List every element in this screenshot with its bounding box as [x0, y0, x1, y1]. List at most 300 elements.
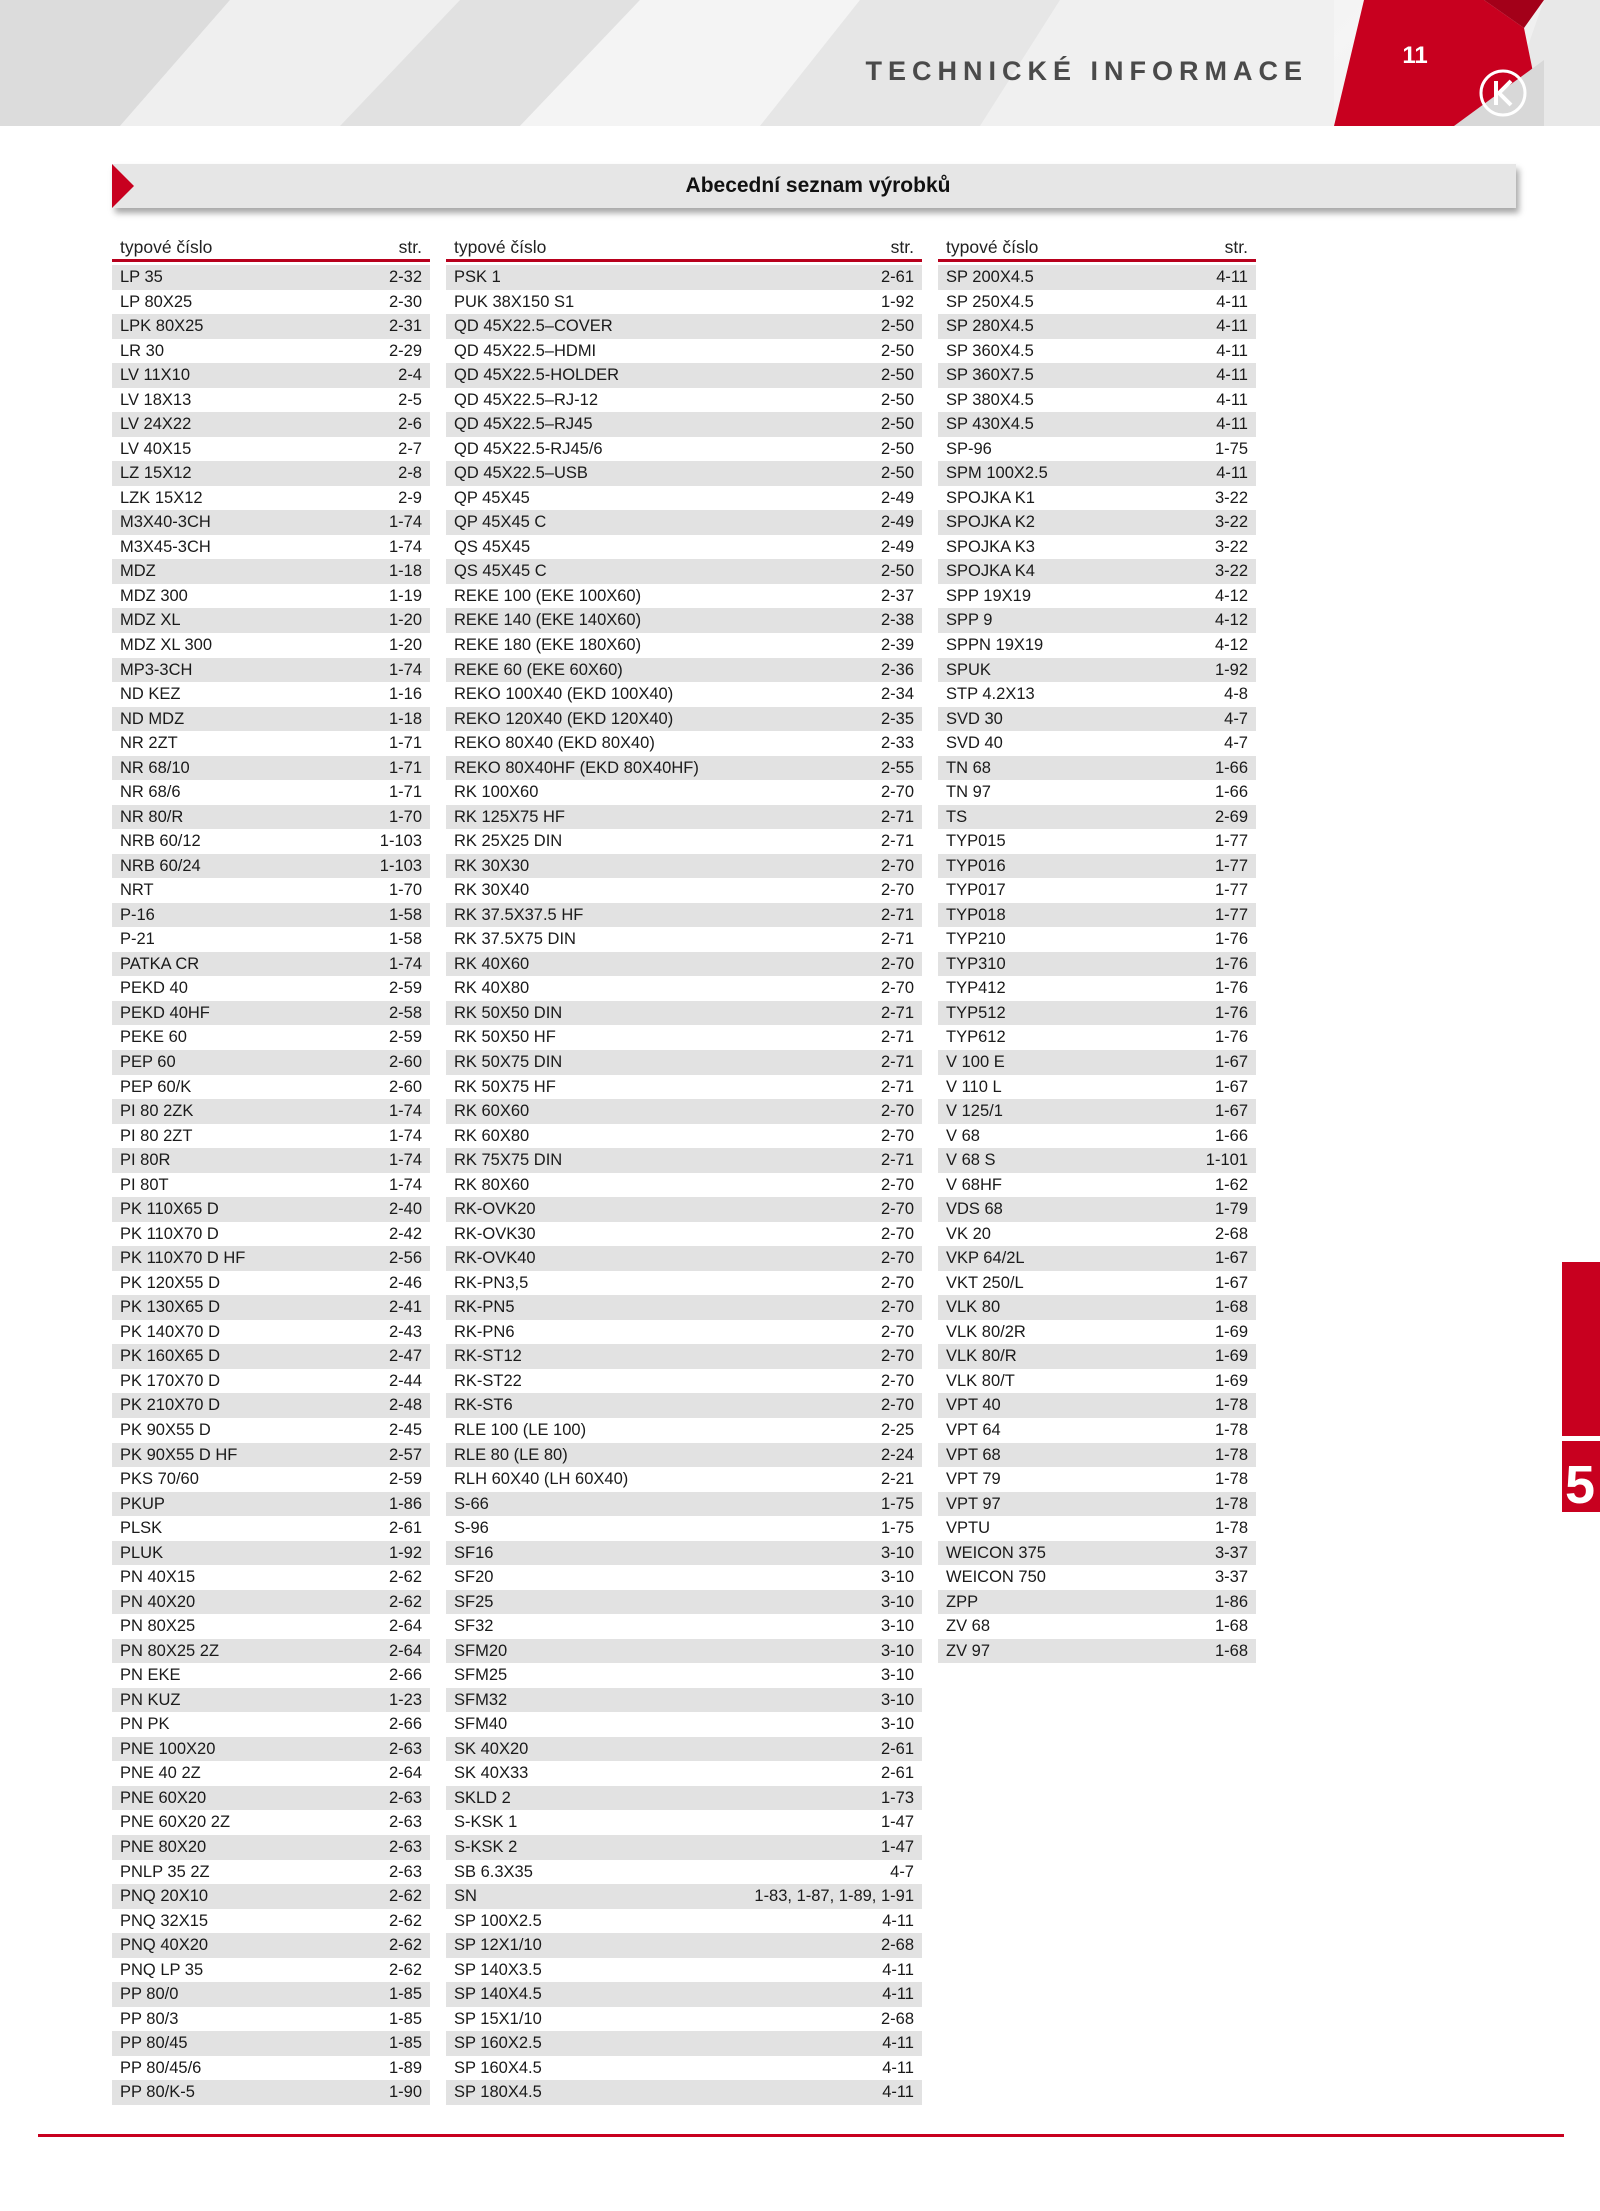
table-row — [446, 1541, 922, 1566]
product-type-number: LR 30 — [120, 341, 165, 360]
page-reference: 3-22 — [1214, 488, 1248, 507]
table-row — [938, 1344, 1256, 1369]
table-row — [112, 1467, 430, 1492]
table-row — [446, 1688, 922, 1713]
page-reference: 2-62 — [388, 1592, 422, 1611]
table-row — [112, 1884, 430, 1909]
table-row — [938, 388, 1256, 413]
product-type-number: WEICON 375 — [946, 1543, 1046, 1562]
product-type-number: TYP018 — [946, 905, 1006, 924]
product-type-number: PK 170X70 D — [120, 1371, 220, 1390]
table-row — [938, 707, 1256, 732]
page-reference: 2-42 — [388, 1224, 422, 1243]
product-type-number: PI 80 2ZK — [120, 1102, 194, 1121]
table-row — [112, 829, 430, 854]
page-reference: 2-70 — [880, 1249, 914, 1268]
page-reference: 4-8 — [1224, 685, 1248, 704]
table-row — [112, 1173, 430, 1198]
product-type-number: PN KUZ — [120, 1690, 181, 1709]
table-row — [446, 461, 922, 486]
product-type-number: REKE 140 (EKE 140X60) — [454, 611, 642, 630]
product-type-number: TYP210 — [946, 930, 1006, 949]
table-row — [446, 903, 922, 928]
product-type-number: RK 50X50 DIN — [454, 1003, 563, 1022]
page-reference: 2-50 — [880, 464, 914, 483]
table-row — [112, 1982, 430, 2007]
product-type-number: ZV 97 — [946, 1641, 991, 1660]
product-type-number: PNE 60X20 2Z — [120, 1813, 231, 1832]
page-reference: 2-71 — [880, 1077, 914, 1096]
page-reference: 4-12 — [1214, 611, 1248, 630]
table-row — [446, 535, 922, 560]
page-reference: 2-45 — [388, 1420, 422, 1439]
product-type-number: SPM 100X2.5 — [946, 464, 1048, 483]
product-type-number: PP 80/45 — [120, 2034, 188, 2053]
page-reference: 2-70 — [880, 954, 914, 973]
product-type-number: PN 40X15 — [120, 1568, 196, 1587]
product-type-number: PKS 70/60 — [120, 1470, 199, 1489]
table-row — [446, 658, 922, 683]
product-type-number: S-KSK 2 — [454, 1838, 518, 1856]
table-row — [112, 461, 430, 486]
table-row — [938, 1075, 1256, 1100]
page-reference: 2-61 — [388, 1519, 422, 1538]
product-type-number: PNQ 32X15 — [120, 1911, 209, 1930]
product-type-number: SP 12X1/10 — [454, 1936, 542, 1955]
page-reference: 2-37 — [880, 586, 914, 605]
product-type-number: PEKD 40 — [120, 979, 188, 998]
product-type-number: SP 140X4.5 — [454, 1985, 542, 2004]
page-reference: 4-11 — [1216, 317, 1248, 336]
product-type-number: M3X45-3CH — [120, 537, 211, 556]
column-header-page: str. — [398, 237, 422, 257]
page-reference: 1-69 — [1214, 1371, 1248, 1390]
table-row — [938, 412, 1256, 437]
page-reference: 1-76 — [1214, 954, 1248, 973]
table-row — [112, 756, 430, 781]
column-header — [446, 232, 922, 262]
page-reference: 1-70 — [388, 807, 422, 826]
product-type-number: SPP 19X19 — [946, 586, 1032, 605]
table-row — [938, 535, 1256, 560]
page-reference: 1-74 — [388, 1102, 422, 1121]
page-reference: 1-103 — [379, 832, 422, 851]
product-type-number: RK-ST22 — [454, 1371, 522, 1390]
page-reference: 1-92 — [1214, 660, 1248, 679]
page-reference: 2-71 — [880, 930, 914, 949]
page-reference: 2-64 — [388, 1617, 422, 1636]
page-reference: 4-11 — [882, 2034, 914, 2053]
page-reference: 4-11 — [1216, 366, 1248, 385]
page-reference: 2-70 — [880, 856, 914, 875]
page-reference: 2-71 — [880, 807, 914, 826]
page-reference: 4-11 — [1216, 292, 1248, 311]
page-reference: 1-76 — [1214, 1028, 1248, 1047]
product-type-number: SP 160X4.5 — [454, 2058, 542, 2077]
product-type-number: P-21 — [120, 930, 155, 949]
page-reference: 2-61 — [880, 1739, 914, 1758]
page-reference: 4-7 — [1224, 709, 1248, 728]
page-reference: 4-11 — [882, 1960, 914, 1979]
product-type-number: VPTU — [946, 1519, 991, 1538]
page-reference: 4-11 — [1216, 464, 1248, 483]
product-type-number: LV 11X10 — [120, 366, 191, 385]
page-reference: 2-40 — [388, 1200, 422, 1219]
page-reference: 2-57 — [388, 1445, 422, 1464]
table-row — [938, 1320, 1256, 1345]
chapter-number: 5 — [1564, 1455, 1596, 1515]
page-reference: 1-103 — [379, 856, 422, 875]
product-type-number: LV 24X22 — [120, 415, 192, 434]
page-reference: 1-77 — [1214, 881, 1248, 900]
table-row — [446, 412, 922, 437]
table-row — [446, 1614, 922, 1639]
table-row — [112, 339, 430, 364]
table-row — [446, 1712, 922, 1737]
table-row — [112, 878, 430, 903]
product-type-number: SFM20 — [454, 1641, 508, 1660]
product-type-number: RK 50X75 HF — [454, 1077, 556, 1096]
product-type-number: SP 160X2.5 — [454, 2034, 542, 2053]
page-reference: 1-58 — [388, 930, 422, 949]
product-type-number: STP 4.2X13 — [946, 685, 1035, 704]
product-type-number: LPK 80X25 — [120, 317, 204, 336]
column-header-name: typové číslo — [120, 237, 213, 257]
page-header — [0, 0, 1600, 126]
table-row — [446, 805, 922, 830]
table-row — [938, 1492, 1256, 1517]
table-row — [446, 1565, 922, 1590]
table-row — [112, 854, 430, 879]
page-reference: 1-66 — [1214, 1126, 1248, 1145]
product-type-number: QP 45X45 — [454, 488, 530, 507]
page-reference: 1-67 — [1214, 1273, 1248, 1292]
page-reference: 2-70 — [880, 1200, 914, 1219]
page-reference: 1-74 — [388, 1151, 422, 1170]
table-row — [938, 829, 1256, 854]
product-type-number: VKP 64/2L — [946, 1249, 1025, 1268]
page-reference: 3-10 — [880, 1715, 914, 1734]
page-reference: 2-39 — [880, 635, 914, 654]
table-row — [112, 1958, 430, 1983]
page-reference: 1-66 — [1214, 783, 1248, 802]
header-title: TECHNICKÉ INFORMACE — [865, 56, 1308, 86]
page-reference: 2-38 — [880, 611, 914, 630]
product-type-number: QD 45X22.5-RJ45/6 — [454, 439, 603, 458]
product-type-number: SFM25 — [454, 1666, 508, 1685]
page-reference: 4-12 — [1214, 635, 1248, 654]
table-row — [446, 1982, 922, 2007]
page-reference: 2-25 — [880, 1420, 914, 1439]
page-reference: 1-78 — [1214, 1445, 1248, 1464]
page-reference: 1-92 — [388, 1543, 422, 1562]
table-row — [938, 510, 1256, 535]
product-type-number: RK 125X75 HF — [454, 807, 565, 826]
table-row — [446, 2007, 922, 2032]
page-reference: 1-71 — [388, 758, 422, 777]
product-type-number: NR 80/R — [120, 807, 184, 826]
page-reference: 2-50 — [880, 341, 914, 360]
product-type-number: REKO 120X40 (EKD 120X40) — [454, 709, 674, 728]
table-row — [938, 1590, 1256, 1615]
page-reference: 1-85 — [388, 1985, 422, 2004]
table-row — [112, 412, 430, 437]
table-row — [938, 780, 1256, 805]
page-reference: 2-62 — [388, 1568, 422, 1587]
chapter-side-tab-divider — [1562, 1436, 1600, 1441]
page-reference: 2-6 — [398, 415, 422, 434]
table-row — [938, 486, 1256, 511]
table-row — [112, 1025, 430, 1050]
product-type-number: SB 6.3X35 — [454, 1862, 533, 1881]
table-row — [938, 658, 1256, 683]
product-type-number: QD 45X22.5–RJ45 — [454, 415, 593, 434]
product-type-number: TYP310 — [946, 954, 1006, 973]
product-type-number: PEKD 40HF — [120, 1003, 210, 1022]
product-type-number: PP 80/3 — [120, 2009, 179, 2028]
index-rows — [112, 265, 430, 2105]
product-type-number: SP 360X4.5 — [946, 341, 1034, 360]
page-reference: 2-48 — [388, 1396, 422, 1415]
table-row — [938, 314, 1256, 339]
column-header-name: typové číslo — [454, 237, 547, 257]
table-row — [112, 952, 430, 977]
product-type-number: VLK 80/2R — [946, 1322, 1026, 1341]
product-type-number: SF32 — [454, 1617, 494, 1636]
table-row — [938, 1393, 1256, 1418]
page-reference: 2-71 — [880, 905, 914, 924]
product-type-number: PKUP — [120, 1494, 165, 1513]
product-type-number: QS 45X45 — [454, 537, 531, 556]
product-type-number: QD 45X22.5–USB — [454, 464, 588, 483]
table-row — [112, 1737, 430, 1762]
table-row — [938, 1541, 1256, 1566]
product-type-number: PK 110X70 D — [120, 1224, 219, 1243]
product-type-number: RK 50X50 HF — [454, 1028, 556, 1047]
table-row — [938, 1025, 1256, 1050]
table-row — [446, 878, 922, 903]
table-row — [938, 976, 1256, 1001]
table-row — [446, 265, 922, 290]
table-row — [446, 633, 922, 658]
index-rows — [446, 265, 922, 2105]
page-reference: 1-68 — [1214, 1617, 1248, 1636]
table-row — [112, 1124, 430, 1149]
page-reference: 1-76 — [1214, 979, 1248, 998]
product-type-number: RK-ST6 — [454, 1396, 513, 1415]
product-type-number: REKE 180 (EKE 180X60) — [454, 635, 642, 654]
table-row — [446, 927, 922, 952]
page-reference: 1-74 — [388, 1126, 422, 1145]
product-type-number: QD 45X22.5–RJ-12 — [454, 390, 598, 409]
table-row — [112, 1271, 430, 1296]
product-type-number: V 68 S — [946, 1151, 996, 1170]
product-type-number: SP-96 — [946, 439, 992, 458]
table-row — [112, 2080, 430, 2105]
product-type-number: VPT 79 — [946, 1470, 1001, 1489]
page-reference: 2-31 — [388, 317, 422, 336]
table-row — [112, 535, 430, 560]
page-reference: 1-78 — [1214, 1519, 1248, 1538]
table-row — [938, 339, 1256, 364]
table-row — [112, 363, 430, 388]
page-reference: 1-20 — [388, 635, 422, 654]
table-row — [112, 486, 430, 511]
table-row — [938, 1001, 1256, 1026]
product-type-number: PLSK — [120, 1519, 163, 1538]
table-row — [938, 1173, 1256, 1198]
product-type-number: QP 45X45 C — [454, 513, 547, 532]
product-type-number: REKO 80X40HF (EKD 80X40HF) — [454, 758, 699, 777]
product-type-number: RK-PN3,5 — [454, 1273, 529, 1292]
table-row — [112, 780, 430, 805]
product-type-number: REKE 60 (EKE 60X60) — [454, 660, 623, 679]
page-reference: 2-71 — [880, 832, 914, 851]
page-reference: 1-23 — [388, 1690, 422, 1709]
table-row — [112, 1320, 430, 1345]
table-row — [446, 1786, 922, 1811]
product-type-number: ZPP — [946, 1592, 979, 1611]
page-reference: 1-67 — [1214, 1077, 1248, 1096]
page-reference: 2-34 — [880, 685, 914, 704]
table-row — [446, 1492, 922, 1517]
product-type-number: LV 18X13 — [120, 390, 192, 409]
page-reference: 2-46 — [388, 1273, 422, 1292]
table-row — [938, 608, 1256, 633]
table-row — [938, 805, 1256, 830]
page-reference: 2-50 — [880, 390, 914, 409]
table-row — [112, 633, 430, 658]
product-type-number: LZ 15X12 — [120, 464, 192, 483]
page-reference: 2-58 — [388, 1003, 422, 1022]
page-reference: 1-75 — [1214, 439, 1248, 458]
product-type-number: V 68 — [946, 1126, 980, 1145]
table-row — [112, 903, 430, 928]
page-reference: 4-11 — [882, 2058, 914, 2077]
column-header-name: typové číslo — [946, 237, 1039, 257]
column-header-page: str. — [1224, 237, 1248, 257]
product-type-number: SPOJKA K4 — [946, 562, 1035, 581]
index-column-1 — [112, 232, 430, 2105]
product-type-number: ZV 68 — [946, 1617, 991, 1636]
product-type-number: V 100 E — [946, 1053, 1005, 1071]
page-reference: 2-55 — [880, 758, 914, 777]
product-type-number: V 110 L — [946, 1077, 1002, 1096]
product-type-number: SP 380X4.5 — [946, 390, 1034, 409]
table-row — [938, 584, 1256, 609]
table-row — [112, 1663, 430, 1688]
page-reference: 2-44 — [388, 1371, 422, 1390]
page-reference: 4-11 — [1216, 268, 1248, 286]
table-row — [446, 1639, 922, 1664]
page-reference: 1-18 — [388, 562, 422, 581]
table-row — [938, 1222, 1256, 1247]
product-type-number: V 68HF — [946, 1175, 1002, 1194]
product-type-number: PUK 38X150 S1 — [454, 292, 575, 311]
table-row — [112, 731, 430, 756]
table-row — [938, 1369, 1256, 1394]
column-header-page: str. — [890, 237, 914, 257]
page-reference: 2-70 — [880, 1371, 914, 1390]
product-type-number: QD 45X22.5–HDMI — [454, 341, 597, 360]
product-type-number: PN EKE — [120, 1666, 181, 1685]
page-reference: 2-70 — [880, 783, 914, 802]
company-logo-icon — [1478, 68, 1528, 118]
page-reference: 2-70 — [880, 1298, 914, 1317]
page-reference: 1-20 — [388, 611, 422, 630]
table-row — [446, 1590, 922, 1615]
table-row — [112, 2031, 430, 2056]
table-row — [446, 1222, 922, 1247]
page-reference: 1-77 — [1214, 832, 1248, 851]
product-type-number: RK 50X75 DIN — [454, 1053, 563, 1071]
table-row — [112, 805, 430, 830]
table-row — [446, 1197, 922, 1222]
page-reference: 1-74 — [388, 1175, 422, 1194]
product-type-number: VPT 64 — [946, 1420, 1001, 1439]
product-type-number: SP 15X1/10 — [454, 2009, 542, 2028]
page-reference: 1-79 — [1214, 1200, 1248, 1219]
product-type-number: RK 60X80 — [454, 1126, 530, 1145]
product-type-number: VLK 80/R — [946, 1347, 1017, 1366]
product-type-number: PEP 60/K — [120, 1077, 192, 1096]
product-type-number: PN 80X25 2Z — [120, 1641, 220, 1660]
product-type-number: LZK 15X12 — [120, 488, 203, 507]
table-row — [938, 1050, 1256, 1075]
table-row — [446, 608, 922, 633]
page-reference: 2-62 — [388, 1887, 422, 1906]
table-row — [112, 2056, 430, 2081]
table-row — [938, 1246, 1256, 1271]
page-reference: 2-61 — [880, 268, 914, 286]
page-reference: 2-49 — [880, 488, 914, 507]
table-row — [446, 1369, 922, 1394]
index-rows — [938, 265, 1256, 1663]
page-reference: 1-75 — [880, 1494, 914, 1513]
product-type-number: PEKE 60 — [120, 1028, 187, 1047]
table-row — [446, 290, 922, 315]
product-type-number: REKO 100X40 (EKD 100X40) — [454, 685, 674, 704]
table-row — [446, 1001, 922, 1026]
table-row — [112, 1639, 430, 1664]
page-reference: 2-70 — [880, 1224, 914, 1243]
product-type-number: RK 100X60 — [454, 783, 539, 802]
footer-rule — [38, 2134, 1564, 2137]
table-row — [112, 1393, 430, 1418]
product-type-number: PNE 100X20 — [120, 1739, 216, 1758]
product-type-number: V 125/1 — [946, 1102, 1003, 1121]
table-row — [112, 388, 430, 413]
product-type-number: LP 35 — [120, 268, 163, 286]
product-type-number: SN — [454, 1887, 477, 1906]
table-row — [446, 314, 922, 339]
page-reference: 1-47 — [880, 1838, 914, 1856]
table-row — [112, 1860, 430, 1885]
table-row — [446, 1295, 922, 1320]
page-reference: 1-78 — [1214, 1470, 1248, 1489]
table-row — [112, 1614, 430, 1639]
product-type-number: PK 210X70 D — [120, 1396, 220, 1415]
page-reference: 1-85 — [388, 2034, 422, 2053]
product-type-number: NR 68/6 — [120, 783, 181, 802]
page-reference: 1-47 — [880, 1813, 914, 1832]
table-row — [112, 1344, 430, 1369]
page-reference: 2-50 — [880, 317, 914, 336]
page-reference: 2-49 — [880, 513, 914, 532]
page-reference: 2-50 — [880, 439, 914, 458]
product-type-number: SP 180X4.5 — [454, 2083, 542, 2102]
page-reference: 2-56 — [388, 1249, 422, 1268]
